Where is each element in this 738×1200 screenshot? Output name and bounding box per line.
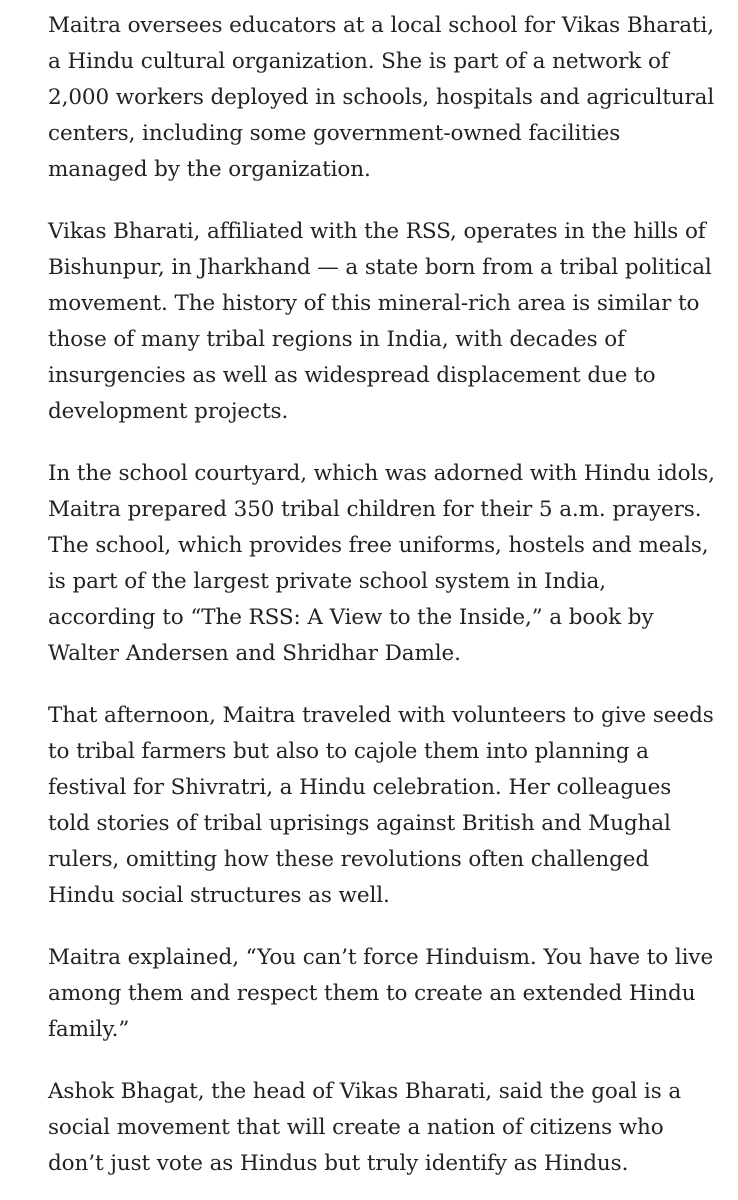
article-body: [48, 8, 716, 1182]
paragraph-quote: Maitra explained, “You can’t force Hinduism. You have to live among them and respect them to create an extended Hindu family.”: [48, 945, 714, 1042]
paragraph-network: Maitra oversees educators at a local school for Vikas Bharati, a Hindu cultural organization. She is part of a network of 2,000 workers deployed in schools, hospitals and agricultural centers, including some government-owned facilities managed by the organization.: [48, 13, 715, 182]
paragraph-goal: Ashok Bhagat, the head of Vikas Bharati, said the goal is a social movement that will create a nation of citizens who don’t just vote as Hindus but truly identify as Hindus.: [48, 1079, 682, 1176]
paragraph-afternoon: That afternoon, Maitra traveled with volunteers to give seeds to tribal farmers but also to cajole them into planning a festival for Shivratri, a Hindu celebration. Her colleagues told stories of tribal uprisings against British and Mughal rulers, omitting how these revolutions often challenged Hindu social structures as well.: [48, 703, 714, 908]
paragraph-school: In the school courtyard, which was adorned with Hindu idols, Maitra prepared 350 tribal children for their 5 a.m. prayers. The school, which provides free uniforms, hostels and meals, is part of the largest private school system in India, according to “The RSS: A View to the Inside,” a book by Walter Andersen and Shridhar Damle.: [48, 461, 715, 666]
paragraph-location: Vikas Bharati, affiliated with the RSS, operates in the hills of Bishunpur, in Jharkhand — a state born from a tribal political movement. The history of this mineral-rich area is similar to those of many tribal regions in India, with decades of insurgencies as well as widespread displacement due to development projects.: [48, 219, 712, 424]
